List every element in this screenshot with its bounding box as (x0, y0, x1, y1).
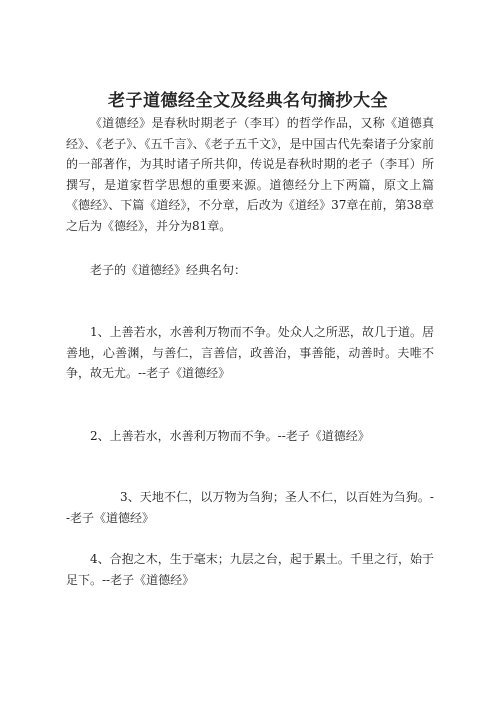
quote-item-4: 4、合抱之木，生于毫末；九层之台，起于累土。千里之行，始于足下。--老子《道德经》 (66, 552, 434, 587)
intro-paragraph: 《道德经》是春秋时期老子（李耳）的哲学作品，又称《道德真经》、《老子》、《五千言》、《老子五千文》，是中国古代先秦诸子分家前的一部著作，为其时诸子所共仰，传说是春秋时期的老子（李耳）所撰写，是道家哲学思想的重要来源。道德经分上下两篇，原文上篇《德经》、下篇《道经》，不分章，后改为《道经》37章在前，第38章之后为《德经》，并分为81章。 (66, 116, 434, 233)
quote-item-1: 1、上善若水，水善利万物而不争。处众人之所恶，故几于道。居善地，心善渊，与善仁，言善信，政善治，事善能，动善时。夫唯不争，故无尤。--老子《道德经》 (66, 325, 434, 381)
page-title: 老子道德经全文及经典名句摘抄大全 (108, 91, 388, 112)
quote-item-3: 3、天地不仁，以万物为刍狗；圣人不仁，以百姓为刍狗。--老子《道德经》 (66, 490, 434, 525)
quotes-heading: 老子的《道德经》经典名句： (90, 263, 247, 277)
quote-item-2: 2、上善若水，水善利万物而不争。--老子《道德经》 (90, 429, 370, 443)
